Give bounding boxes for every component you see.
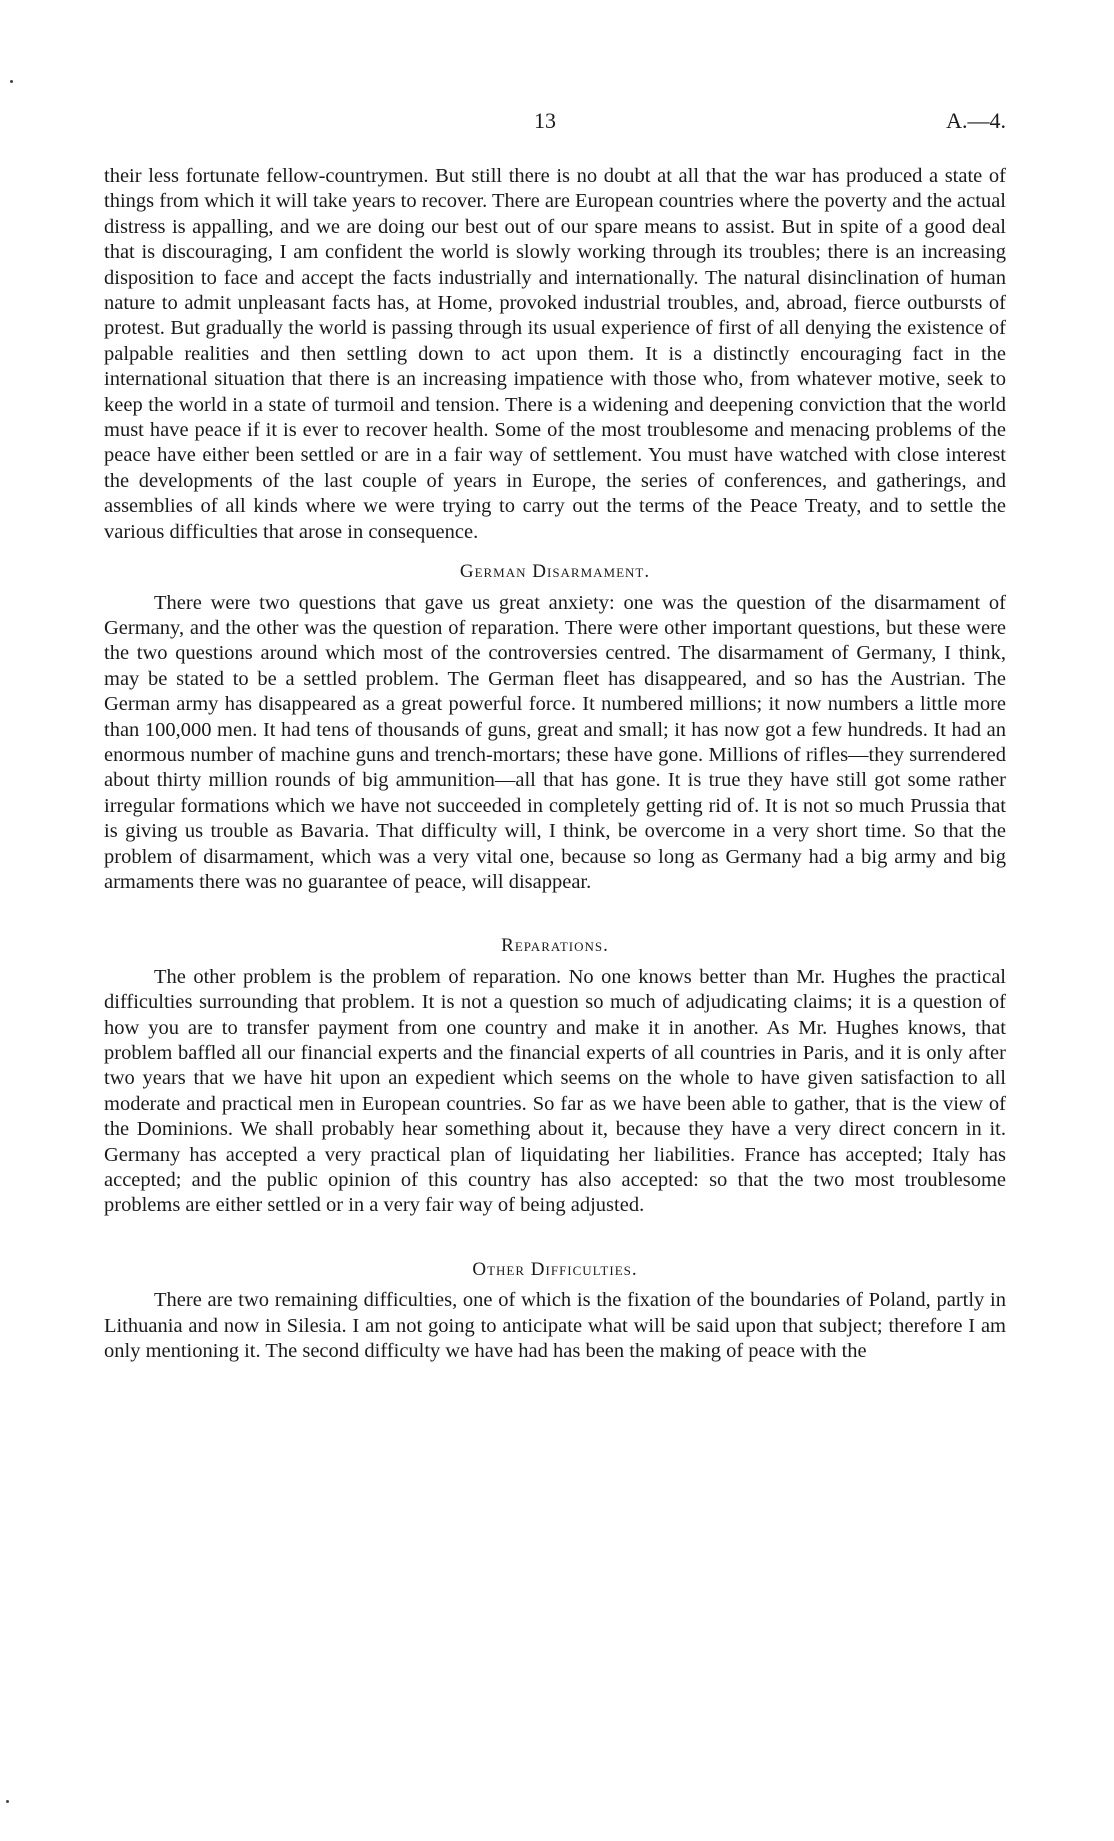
heading-german-disarmament: German Disarmament. xyxy=(459,561,651,583)
scan-speck xyxy=(6,1800,9,1803)
body-text xyxy=(104,164,1006,1364)
paragraph-other-difficulties: There are two remaining difficulties, one of which is the fixation of the boundaries of Poland, partly in Lithuania and now in Silesia. I am not going to anticipate what will be said upon that subject; therefore I am only mentioning it. The second difficulty we have had has been the making of peace with the xyxy=(104,1289,1006,1363)
scan-speck xyxy=(10,80,13,83)
heading-reparations: Reparations. xyxy=(501,935,609,957)
document-reference: A.—4. xyxy=(946,108,1006,133)
page-number: 13 xyxy=(534,108,556,133)
heading-other-difficulties: Other Difficulties. xyxy=(472,1258,638,1280)
paragraph-continuation: their less fortunate fellow-countrymen. But still there is no doubt at all that the war has produced a state of things from which it will take years to recover. There are European countries where the poverty and the actual distress is appalling, and we are doing our best out of our spare means to assist. But in spite of a good deal that is discouraging, I am confident the world is slowly working through its troubles; there is an increasing disposition to face and accept the facts industrially and internationally. The natural disinclination of human nature to admit unpleasant facts has, at Home, provoked industrial troubles, and, abroad, fierce outbursts of protest. But gradually the world is passing through its usual experience of first of all denying the existence of palpable realities and then settling down to act upon them. It is a distinctly encouraging fact in the international situation that there is an increasing impatience with those who, from whatever motive, seek to keep the world in a state of turmoil and tension. There is a widening and deepening conviction that the world must have peace if it is ever to recover health. Some of the most troublesome and menacing problems of the peace have either been settled or are in a fair way of settlement. You must have watched with close interest the developments of the last couple of years in Europe, the series of conferences, and gatherings, and assemblies of all kinds where we were trying to carry out the terms of the Peace Treaty, and to settle the various difficulties that arose in consequence. xyxy=(104,165,1006,543)
page-header xyxy=(104,108,1006,138)
paragraph-reparations: The other problem is the problem of reparation. No one knows better than Mr. Hughes the practical difficulties surrounding that problem. It is not a question so much of adjudicating claims; it is a question of how you are to transfer payment from one country and make it in another. As Mr. Hughes knows, that problem baffled all our financial experts and the financial experts of all countries in Paris, and it is only after two years that we have hit upon an expedient which seems on the whole to have given satisfaction to all moderate and practical men in European countries. So far as we have been able to gather, that is the view of the Dominions. We shall probably hear something about it, because they have a very direct concern in it. Germany has accepted a very practical plan of liquidating her liabilities. France has accepted; Italy has accepted; and the public opinion of this country has also accepted: so that the two most troublesome problems are either settled or in a very fair way of being adjusted. xyxy=(104,965,1006,1217)
paragraph-disarmament: There were two questions that gave us great anxiety: one was the question of the disarmament of Germany, and the other was the question of reparation. There were other important questions, but these were the two questions around which most of the controversies centred. The disarmament of Germany, I think, may be stated to be a settled problem. The German fleet has disappeared, and so has the Austrian. The German army has disappeared as a great powerful force. It numbered millions; it now numbers a little more than 100,000 men. It had tens of thousands of guns, great and small; it has now got a few hundreds. It had an enormous number of machine guns and trench-mortars; these have gone. Millions of rifles—they surrendered about thirty million rounds of big ammunition—all that has gone. It is true they have still got some rather irregular formations which we have not succeeded in completely getting rid of. It is not so much Prussia that is giving us trouble as Bavaria. That difficulty will, I think, be overcome in a very short time. So that the problem of disarmament, which was a very vital one, because so long as Germany had a big army and big armaments there was no guarantee of peace, will disappear. xyxy=(104,591,1006,893)
